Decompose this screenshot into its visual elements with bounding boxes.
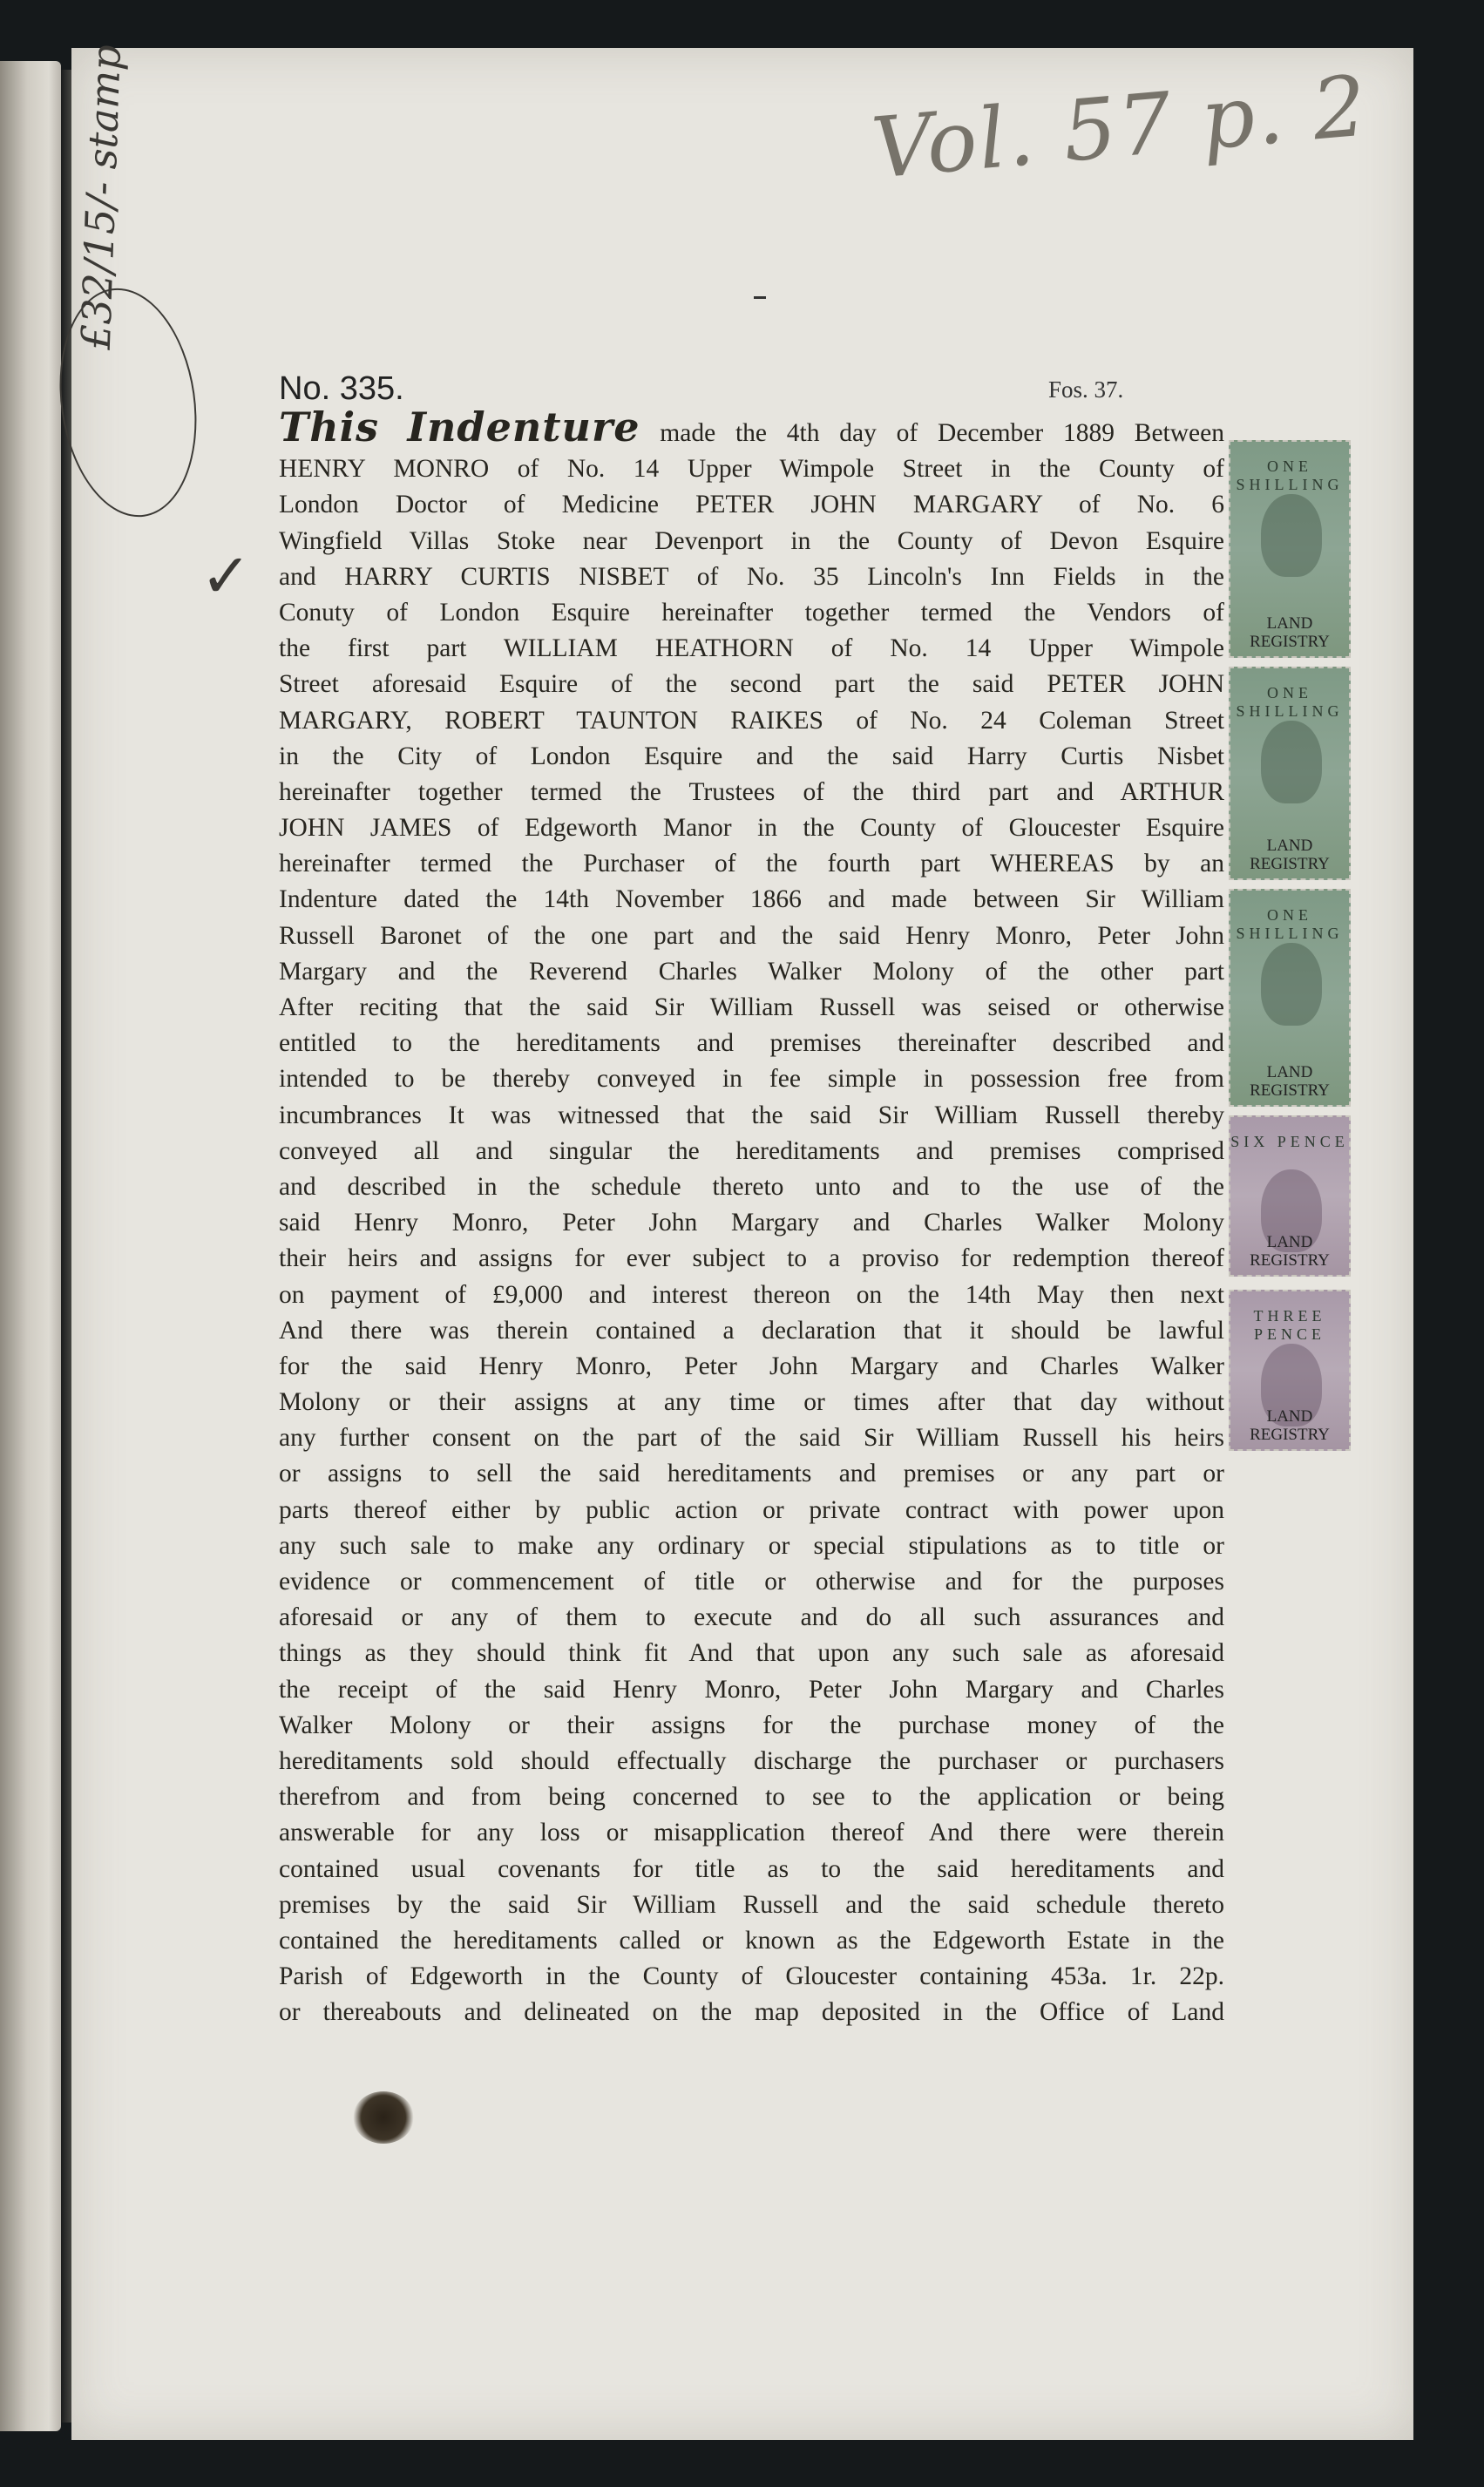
deed-line: things as they should think fit And that upon any such sale as aforesaid xyxy=(279,1639,1224,1668)
deed-line: their heirs and assigns for ever subject to a proviso for redemption thereof xyxy=(279,1244,1224,1273)
indenture-heading: This Indenture xyxy=(279,410,640,451)
land-registry-stamp: ONE SHILLING LAND REGISTRY xyxy=(1229,889,1351,1107)
deed-line: hereinafter together termed the Trustees of the third part and ARTHUR xyxy=(279,777,1224,806)
queen-portrait-icon xyxy=(1261,721,1322,803)
deed-line: and HARRY CURTIS NISBET of No. 35 Lincoln's Inn Fields in the xyxy=(279,562,1224,591)
check-mark-icon: ✓ xyxy=(200,540,252,612)
deed-line: said Henry Monro, Peter John Margary and Charles Walker Molony xyxy=(279,1209,1224,1237)
deed-line: intended to be thereby conveyed in fee simple in possession free from xyxy=(279,1065,1224,1094)
land-registry-stamp: ONE SHILLING LAND REGISTRY xyxy=(1229,440,1351,658)
deed-line: MARGARY, ROBERT TAUNTON RAIKES of No. 24 Coleman Street xyxy=(279,706,1224,735)
deed-line: evidence or commencement of title or otherwise and for the purposes xyxy=(279,1568,1224,1596)
deed-line: HENRY MONRO of No. 14 Upper Wimpole Street in the County of xyxy=(279,455,1224,484)
deed-line: Russell Baronet of the one part and the said Henry Monro, Peter John xyxy=(279,921,1224,950)
deed-line: Conuty of London Esquire hereinafter together termed the Vendors of xyxy=(279,598,1224,627)
deed-line: contained usual covenants for title as to the said hereditaments and xyxy=(279,1854,1224,1883)
deed-line: Indenture dated the 14th November 1866 and made between Sir William xyxy=(279,885,1224,914)
deed-line: premises by the said Sir William Russell and the said schedule thereto xyxy=(279,1890,1224,1919)
deed-line: JOHN JAMES of Edgeworth Manor in the County of Gloucester Esquire xyxy=(279,814,1224,843)
deed-line: parts thereof either by public action or private contract with power upon xyxy=(279,1495,1224,1524)
deed-line: conveyed all and singular the hereditaments and premises comprised xyxy=(279,1136,1224,1165)
deed-line: the receipt of the said Henry Monro, Peter John Margary and Charles xyxy=(279,1675,1224,1704)
deed-line: Parish of Edgeworth in the County of Gloucester containing 453a. 1r. 22p. xyxy=(279,1962,1224,1991)
deed-number: No. 335. xyxy=(279,370,404,407)
deed-line: the first part WILLIAM HEATHORN of No. 14 Upper Wimpole xyxy=(279,634,1224,663)
deed-line: aforesaid or any of them to execute and do all such assurances and xyxy=(279,1603,1224,1632)
deed-line: for the said Henry Monro, Peter John Margary and Charles Walker xyxy=(279,1352,1224,1380)
deed-line: entitled to the hereditaments and premises thereinafter described and xyxy=(279,1029,1224,1058)
queen-portrait-icon xyxy=(1261,943,1322,1026)
folio-count: Fos. 37. xyxy=(1048,376,1124,403)
deed-line: After reciting that the said Sir William Russell was seised or otherwise xyxy=(279,993,1224,1022)
deed-line: This Indenture made the 4th day of December 1889 Between xyxy=(279,410,1224,451)
land-registry-stamp: SIX PENCE LAND REGISTRY xyxy=(1229,1115,1351,1277)
deed-line: or assigns to sell the said hereditaments and premises or any part or xyxy=(279,1460,1224,1488)
land-registry-stamp: ONE SHILLING LAND REGISTRY xyxy=(1229,667,1351,880)
deed-line: or thereabouts and delineated on the map deposited in the Office of Land xyxy=(279,1998,1224,2027)
deed-line: And there was therein contained a declaration that it should be lawful xyxy=(279,1316,1224,1345)
deed-line: London Doctor of Medicine PETER JOHN MARGARY of No. 6 xyxy=(279,491,1224,519)
deed-line: Street aforesaid Esquire of the second part the said PETER JOHN xyxy=(279,670,1224,699)
deed-line: any such sale to make any ordinary or special stipulations as to title or xyxy=(279,1531,1224,1560)
land-registry-stamp: THREE PENCE LAND REGISTRY xyxy=(1229,1290,1351,1451)
deed-line: and described in the schedule thereto unto and to the use of the xyxy=(279,1172,1224,1201)
deed-line: in the City of London Esquire and the said Harry Curtis Nisbet xyxy=(279,742,1224,770)
deed-line: any further consent on the part of the said Sir William Russell his heirs xyxy=(279,1424,1224,1453)
deed-line: Wingfield Villas Stoke near Devenport in the County of Devon Esquire xyxy=(279,526,1224,555)
deed-line: Molony or their assigns at any time or times after that day without xyxy=(279,1388,1224,1417)
deed-line: hereditaments sold should effectually discharge the purchaser or purchasers xyxy=(279,1746,1224,1775)
queen-portrait-icon xyxy=(1261,494,1322,577)
deed-line: incumbrances It was witnessed that the said Sir William Russell thereby xyxy=(279,1101,1224,1129)
margin-note-text: £32/15/- stamp xyxy=(71,44,130,351)
deed-body xyxy=(279,410,1224,2030)
deed-line: on payment of £9,000 and interest thereon on the 14th May then next xyxy=(279,1280,1224,1309)
deed-line: contained the hereditaments called or known as the Edgeworth Estate in the xyxy=(279,1926,1224,1955)
deed-line: therefrom and from being concerned to see to the application or being xyxy=(279,1783,1224,1812)
deed-line: hereinafter termed the Purchaser of the fourth part WHEREAS by an xyxy=(279,850,1224,878)
pencil-mark xyxy=(754,296,766,299)
ink-stain xyxy=(353,2091,414,2144)
deed-line: Walker Molony or their assigns for the purchase money of the xyxy=(279,1711,1224,1739)
volume-annotation: Vol. 57 p. 2 xyxy=(868,57,1372,198)
facing-page-edge xyxy=(0,61,61,2431)
deed-line: answerable for any loss or misapplication thereof And there were therein xyxy=(279,1819,1224,1847)
deed-line: Margary and the Reverend Charles Walker Molony of the other part xyxy=(279,957,1224,986)
